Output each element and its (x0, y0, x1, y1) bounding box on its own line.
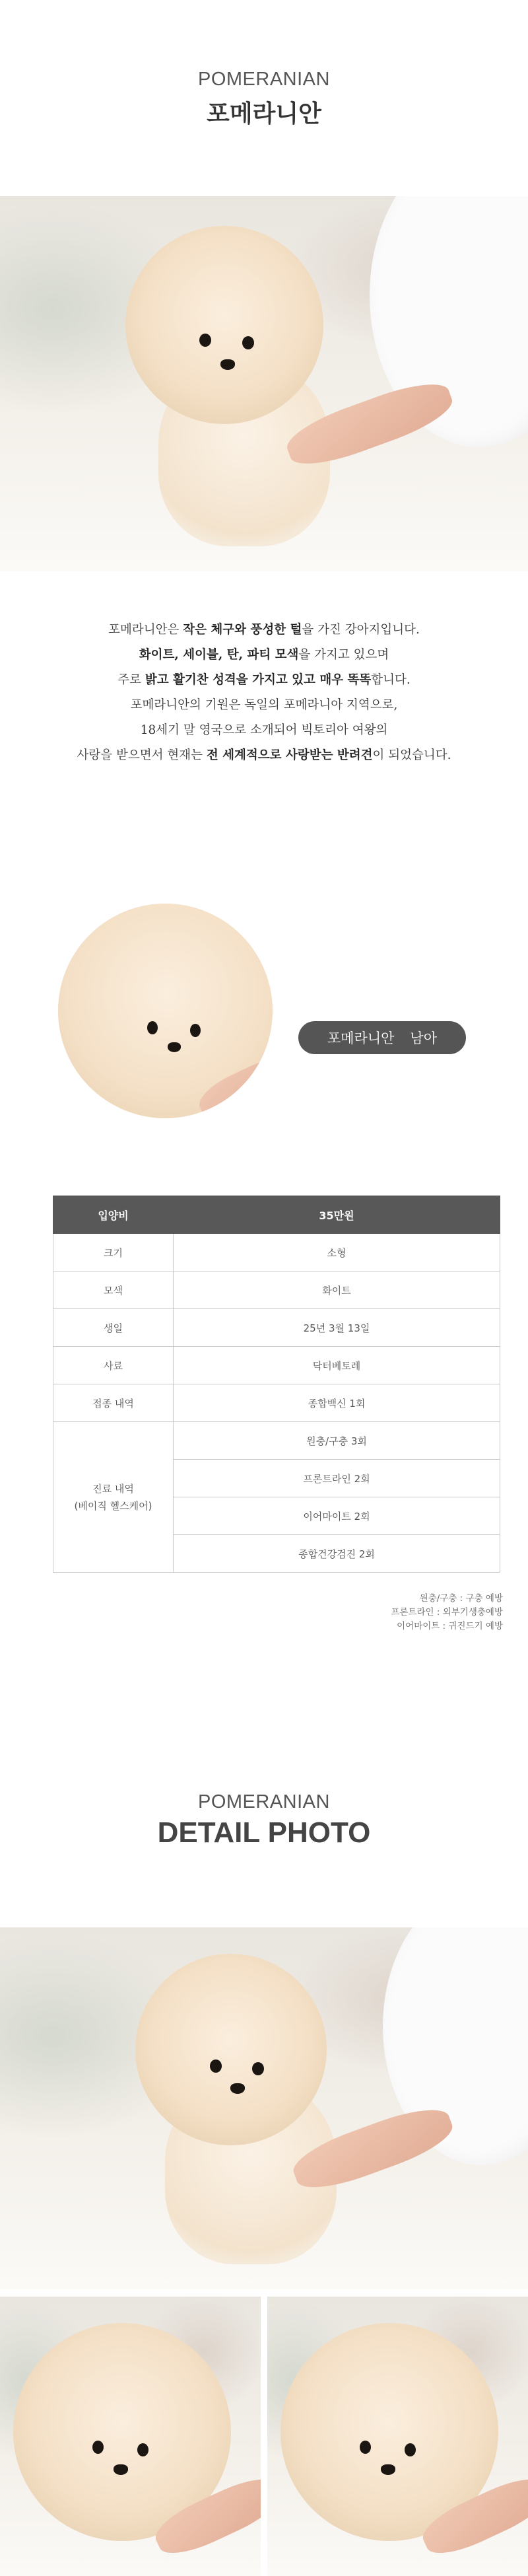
desc-line-3: 주로 밝고 활기찬 성격을 가지고 있고 매우 똑똑합니다. (117, 673, 411, 687)
table-header-row (53, 1196, 500, 1234)
row-value: 닥터베토레 (174, 1347, 500, 1384)
row-value: 소형 (174, 1234, 500, 1271)
row-label: 크기 (53, 1234, 174, 1271)
table-row (53, 1347, 500, 1384)
row-label: 모색 (53, 1271, 174, 1309)
detail-photo-left (0, 2297, 261, 2576)
row-value: 25년 3월 13일 (174, 1309, 500, 1347)
breed-sex-badge (298, 1021, 466, 1054)
table-row (53, 1422, 500, 1460)
care-history-label (53, 1422, 174, 1573)
sex-label: 남아 (410, 1030, 437, 1046)
desc-line-5: 18세기 말 영국으로 소개되어 빅토리아 여왕의 (140, 723, 388, 737)
desc-line-4: 포메라니안의 기원은 독일의 포메라니아 지역으로, (130, 698, 398, 712)
header-korean-title: 포메라니안 (207, 100, 321, 127)
detail-photo-right (267, 2297, 528, 2576)
footnote: 이어마이트 : 귀진드기 예방 (397, 1621, 503, 1631)
detail-photo-main (0, 1927, 528, 2289)
care-item: 이어마이트 2회 (174, 1497, 500, 1535)
adoption-fee-value: 35만원 (174, 1196, 500, 1234)
info-table (53, 1196, 500, 1573)
row-label: 접종 내역 (53, 1384, 174, 1422)
adoption-fee-label: 입양비 (53, 1196, 174, 1234)
desc-line-2: 화이트, 세이블, 탄, 파티 모색을 가지고 있으며 (139, 648, 389, 662)
footnote: 프론트라인 : 외부기생충예방 (391, 1607, 503, 1618)
care-label-line-2: (베이직 헬스케어) (74, 1499, 152, 1512)
breed-description (0, 618, 528, 768)
row-value: 화이트 (174, 1271, 500, 1309)
row-label: 생일 (53, 1309, 174, 1347)
table-row (53, 1384, 500, 1422)
row-value: 종합백신 1회 (174, 1384, 500, 1422)
breed-label: 포메라니안 (327, 1030, 395, 1046)
table-row (53, 1309, 500, 1347)
desc-line-1: 포메라니안은 작은 체구와 풍성한 털을 가진 강아지입니다. (108, 623, 420, 637)
header-english-title: POMERANIAN (198, 69, 330, 90)
detail-photo-title: DETAIL PHOTO (157, 1816, 371, 1849)
footnotes (391, 1592, 503, 1633)
table-row (53, 1234, 500, 1271)
row-label: 사료 (53, 1347, 174, 1384)
desc-line-6: 사랑을 받으면서 현재는 전 세계적으로 사랑받는 반려견이 되었습니다. (77, 748, 451, 762)
hero-photo (0, 196, 528, 571)
care-label-line-1: 진료 내역 (92, 1482, 134, 1495)
detail-english-title: POMERANIAN (198, 1791, 330, 1812)
care-item: 원충/구충 3회 (174, 1422, 500, 1460)
care-item: 프론트라인 2회 (174, 1460, 500, 1497)
care-item: 종합건강검진 2회 (174, 1535, 500, 1573)
table-row (53, 1271, 500, 1309)
profile-photo (58, 904, 273, 1118)
footnote: 원충/구충 : 구충 예방 (419, 1593, 503, 1604)
